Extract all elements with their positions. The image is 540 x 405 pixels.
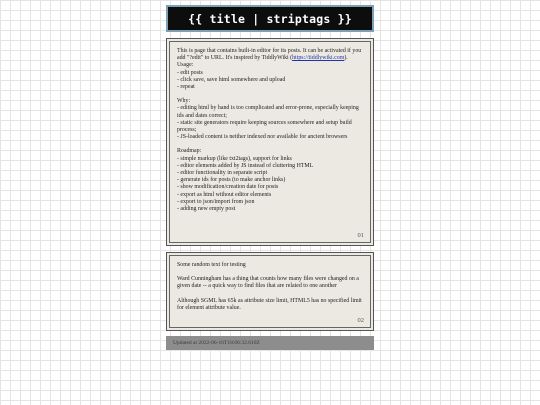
list-item: - export to json/import from json (177, 198, 255, 205)
list-item: - simple markup (like txt2tags), support for links (177, 155, 292, 162)
usage-title: Usage: (177, 62, 194, 69)
list-item: - export as html without editor elements (177, 191, 272, 198)
list-item: - click save, save html somewhere and upload (177, 76, 286, 83)
intro-text: This is page that contains built-in editor for its posts. It can be activated if you add "?edit" to URL. It's inspired by TiddlyWiki ( (177, 48, 362, 62)
list-item: - JS-loaded content is neither indexed nor available for ancient browsers (177, 134, 348, 141)
list-item: - adding new empty post (177, 206, 236, 213)
list-item: - editor elements added by JS instead of cluttering HTML (177, 162, 314, 169)
post-paragraph: Although SGML has 65k as attribute size limit, HTML5 has no specified limit for element attribute value. (177, 297, 362, 311)
post-paragraph: Some random text for testing (177, 262, 246, 268)
list-item: - edit posts (177, 69, 203, 76)
tiddlywiki-link[interactable]: https://tiddlywiki.com (292, 55, 345, 62)
list-item: - generate ids for posts (to make anchor links) (177, 177, 286, 184)
list-item: - show modification/creation date for posts (177, 184, 279, 191)
usage-list (177, 70, 363, 92)
list-item: - repeat (177, 84, 195, 91)
post-intro (177, 48, 363, 62)
roadmap-list (177, 156, 363, 214)
page-title: {{ title | striptags }} (188, 11, 352, 26)
post-01 (166, 38, 374, 246)
roadmap-title: Roadmap: (177, 148, 202, 155)
list-item: - static site generators require keeping sources somewhere and setup build process; (177, 119, 352, 134)
why-list (177, 105, 363, 141)
post-number: 01 (357, 231, 364, 239)
post-02 (166, 252, 374, 331)
list-item: - editor functionality in separate script (177, 170, 268, 177)
why-title: Why: (177, 98, 191, 105)
post-number: 02 (357, 316, 364, 324)
updated-footer: Updated at 2022-06-16T18:06:32.610Z (166, 336, 374, 350)
intro-end: ). (344, 55, 348, 62)
list-item: - editing html by hand is too complicated and error-prone, especially keeping ids and dates correct; (177, 105, 359, 119)
post-paragraph: Ward Cunningham has a thing that counts how many files were changed on a given date -- a quick way to find files that are related to one another (177, 276, 359, 290)
page-header (166, 5, 374, 32)
